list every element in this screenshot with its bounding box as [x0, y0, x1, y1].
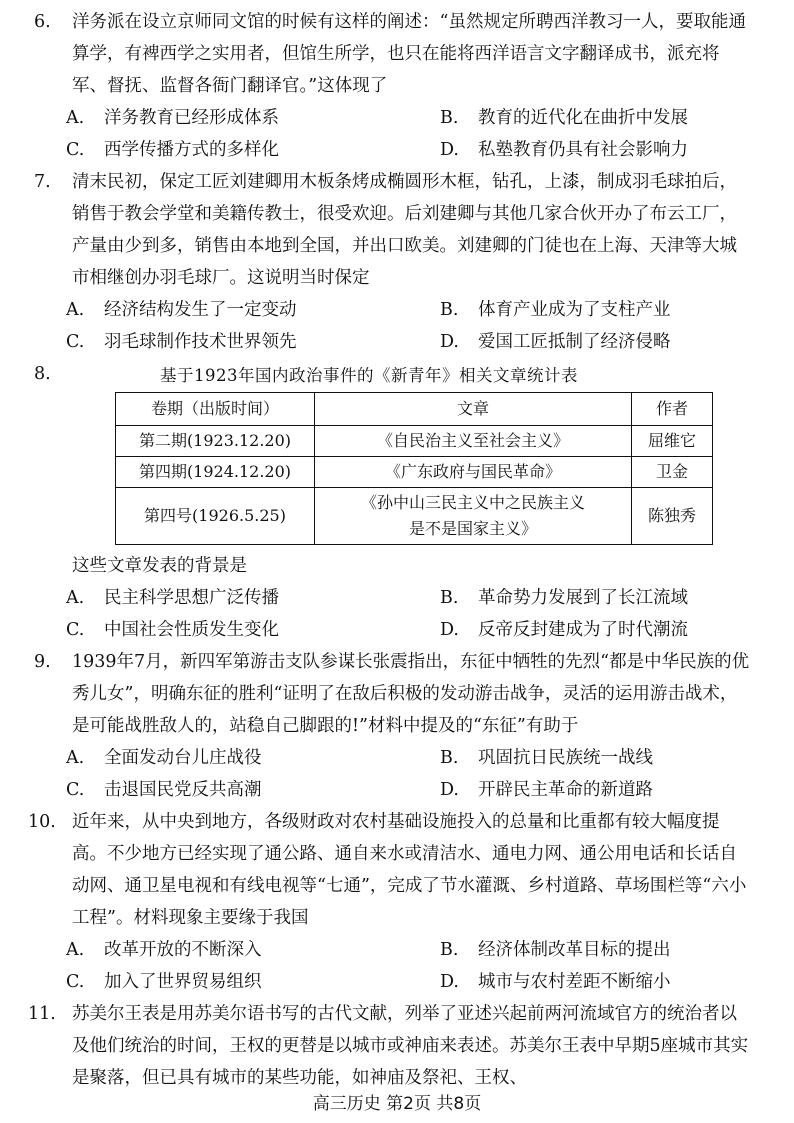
option-c: C. 西学传播方式的多样化: [66, 140, 279, 160]
option-d: D. 反帝反封建成为了时代潮流: [440, 620, 688, 640]
question-11: [0, 998, 794, 1094]
option-d: D. 开辟民主革命的新道路: [440, 780, 653, 800]
options: [0, 294, 794, 358]
option-b: B. 巩固抗日民族统一战线: [440, 748, 653, 768]
question-number: 7.: [34, 172, 51, 192]
question-stem: [0, 6, 794, 102]
question-9: [0, 646, 794, 806]
question-8-body: [0, 550, 794, 646]
author-cell: 陈独秀: [632, 488, 713, 545]
options: [0, 102, 794, 166]
options: [0, 582, 794, 646]
author-cell: 屈维它: [632, 426, 713, 457]
table-row: [116, 426, 713, 457]
question-number: 11.: [28, 1004, 56, 1024]
question-text: 苏美尔王表是用苏美尔语书写的古代文献，列举了亚述兴起前两河流域官方的统治者以及他们统治的时间，王权的更替是以城市或神庙来表述。苏美尔王表中早期5座城市其实是聚落，但已具有城市的某些功能，如神庙及祭祀、王权、: [72, 1004, 749, 1088]
column-header-author: 作者: [632, 393, 713, 426]
question-number: 8.: [34, 364, 51, 384]
option-d: D. 爱国工匠抵制了经济侵略: [440, 332, 671, 352]
column-header-issue: 卷期（出版时间）: [116, 393, 315, 426]
article-cell: [315, 488, 632, 545]
option-c: C. 加入了世界贸易组织: [66, 972, 262, 992]
option-a: A. 经济结构发生了一定变动: [66, 300, 297, 320]
option-c: C. 羽毛球制作技术世界领先: [66, 332, 297, 352]
option-b: B. 经济体制改革目标的提出: [440, 940, 671, 960]
question-7: [0, 166, 794, 358]
issue-cell: 第四期(1924.12.20): [116, 457, 315, 488]
statistics-table: [115, 392, 713, 545]
question-text: 这些文章发表的背景是: [72, 556, 247, 576]
article-line: 《孙中山三民主义中之民族主义: [360, 493, 585, 512]
question-stem: [0, 166, 794, 294]
page-footer: 高三历史 第2页 共8页: [312, 1094, 482, 1114]
table-header-row: [116, 393, 713, 426]
option-d: D. 城市与农村差距不断缩小: [440, 972, 671, 992]
option-b: B. 体育产业成为了支柱产业: [440, 300, 671, 320]
table-row: [116, 488, 713, 545]
table-title: 基于1923年国内政治事件的《新青年》相关文章统计表: [160, 366, 578, 385]
options: [0, 934, 794, 998]
article-cell: 《自民治主义至社会主义》: [315, 426, 632, 457]
question-6: [0, 6, 794, 166]
question-text: 洋务派在设立京师同文馆的时候有这样的阐述：“虽然规定所聘西洋教习一人，要取能通算学，有裨西学之实用者，但馆生所学，也只在能将西洋语言文字翻译成书，派充将军、督抚、监督各衙门翻译官。”这体现了: [72, 12, 746, 96]
option-a: A. 改革开放的不断深入: [66, 940, 262, 960]
question-number: 10.: [28, 812, 56, 832]
option-b: B. 革命势力发展到了长江流域: [440, 588, 688, 608]
option-d: D. 私塾教育仍具有社会影响力: [440, 140, 688, 160]
question-stem: [0, 806, 794, 934]
table-row: [116, 457, 713, 488]
option-b: B. 教育的近代化在曲折中发展: [440, 108, 688, 128]
question-stem: [0, 550, 794, 582]
question-number: 9.: [34, 652, 51, 672]
question-stem: [0, 998, 794, 1094]
question-text: 1939年7月，新四军第游击支队参谋长张震指出，东征中牺牲的先烈“都是中华民族的优秀儿女”，明确东征的胜利“证明了在敌后积极的发动游击战争，灵活的运用游击战术，是可能战胜敌人的，站稳自己脚跟的!”材料中提及的“东征”有助于: [72, 652, 750, 736]
question-10: [0, 806, 794, 998]
option-a: A. 全面发动台儿庄战役: [66, 748, 262, 768]
question-number: 6.: [34, 12, 51, 32]
article-line: 是不是国家主义》: [408, 519, 537, 538]
issue-cell: 第二期(1923.12.20): [116, 426, 315, 457]
option-a: A. 洋务教育已经形成体系: [66, 108, 279, 128]
article-cell: 《广东政府与国民革命》: [315, 457, 632, 488]
question-text: 清末民初，保定工匠刘建卿用木板条烤成椭圆形木框，钻孔，上漆，制成羽毛球拍后，销售于教会学堂和美籍传教士，很受欢迎。后刘建卿与其他几家合伙开办了布云工厂，产量由少到多，销售由本地到全国，并出口欧美。刘建卿的门徒也在上海、天津等大城市相继创办羽毛球厂。这说明当时保定: [72, 172, 737, 288]
options: [0, 742, 794, 806]
question-stem: [0, 646, 794, 742]
option-c: C. 击退国民党反共高潮: [66, 780, 262, 800]
option-a: A. 民主科学思想广泛传播: [66, 588, 279, 608]
option-c: C. 中国社会性质发生变化: [66, 620, 279, 640]
author-cell: 卫金: [632, 457, 713, 488]
issue-cell: 第四号(1926.5.25): [116, 488, 315, 545]
question-text: 近年来，从中央到地方，各级财政对农村基础设施投入的总量和比重都有较大幅度提高。不少地方已经实现了通公路、通自来水或清洁水、通电力网、通公用电话和长话自动网、通卫星电视和有线电视等“七通”，完成了节水灌溉、乡村道路、草场围栏等“六小工程”。材料现象主要缘于我国: [72, 812, 747, 928]
column-header-article: 文章: [315, 393, 632, 426]
